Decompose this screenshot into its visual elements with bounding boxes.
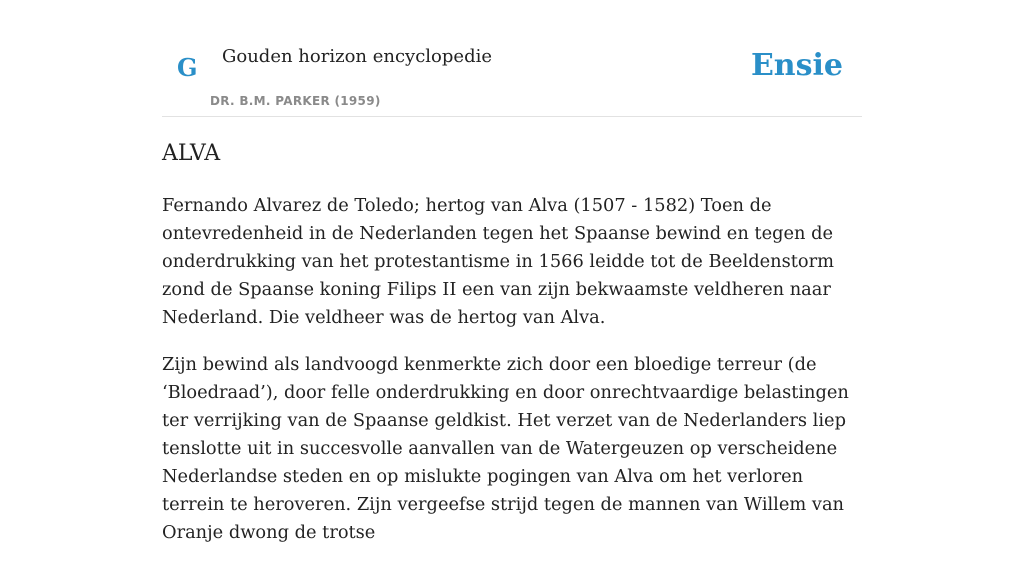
entry-title: ALVA	[162, 141, 221, 166]
book-initial-icon[interactable]: G	[177, 53, 198, 82]
entry-body	[162, 192, 862, 566]
ensie-logo[interactable]: Ensie	[750, 48, 843, 83]
book-header	[162, 0, 862, 117]
book-author: DR. B.M. PARKER (1959)	[210, 94, 381, 108]
entry-paragraph: Zijn bewind als landvoogd kenmerkte zich door een bloedige terreur (de ‘Bloedraad’), door felle onderdrukking en door onrechtvaardige belastingen ter verrijking van de Spaanse geldkist. Het verzet van de Nederlanders liep tenslotte uit in succesvolle aanvallen van de Watergeuzen op verscheidene Nederlandse steden en op mislukte pogingen van Alva om het verloren terrein te heroveren. Zijn vergeefse strijd tegen de mannen van Willem van Oranje dwong de trotse	[162, 354, 849, 543]
book-title[interactable]: Gouden horizon encyclopedie	[222, 46, 492, 67]
entry-page	[162, 0, 862, 543]
entry-paragraph: Fernando Alvarez de Toledo; hertog van Alva (1507 - 1582) Toen de ontevredenheid in de Nederlanden tegen het Spaanse bewind en tegen de onderdrukking van het protestantisme in 1566 leidde tot de Beeldenstorm zond de Spaanse koning Filips II een van zijn bekwaamste veldheren naar Nederland. Die veldheer was de hertog van Alva.	[162, 195, 834, 328]
